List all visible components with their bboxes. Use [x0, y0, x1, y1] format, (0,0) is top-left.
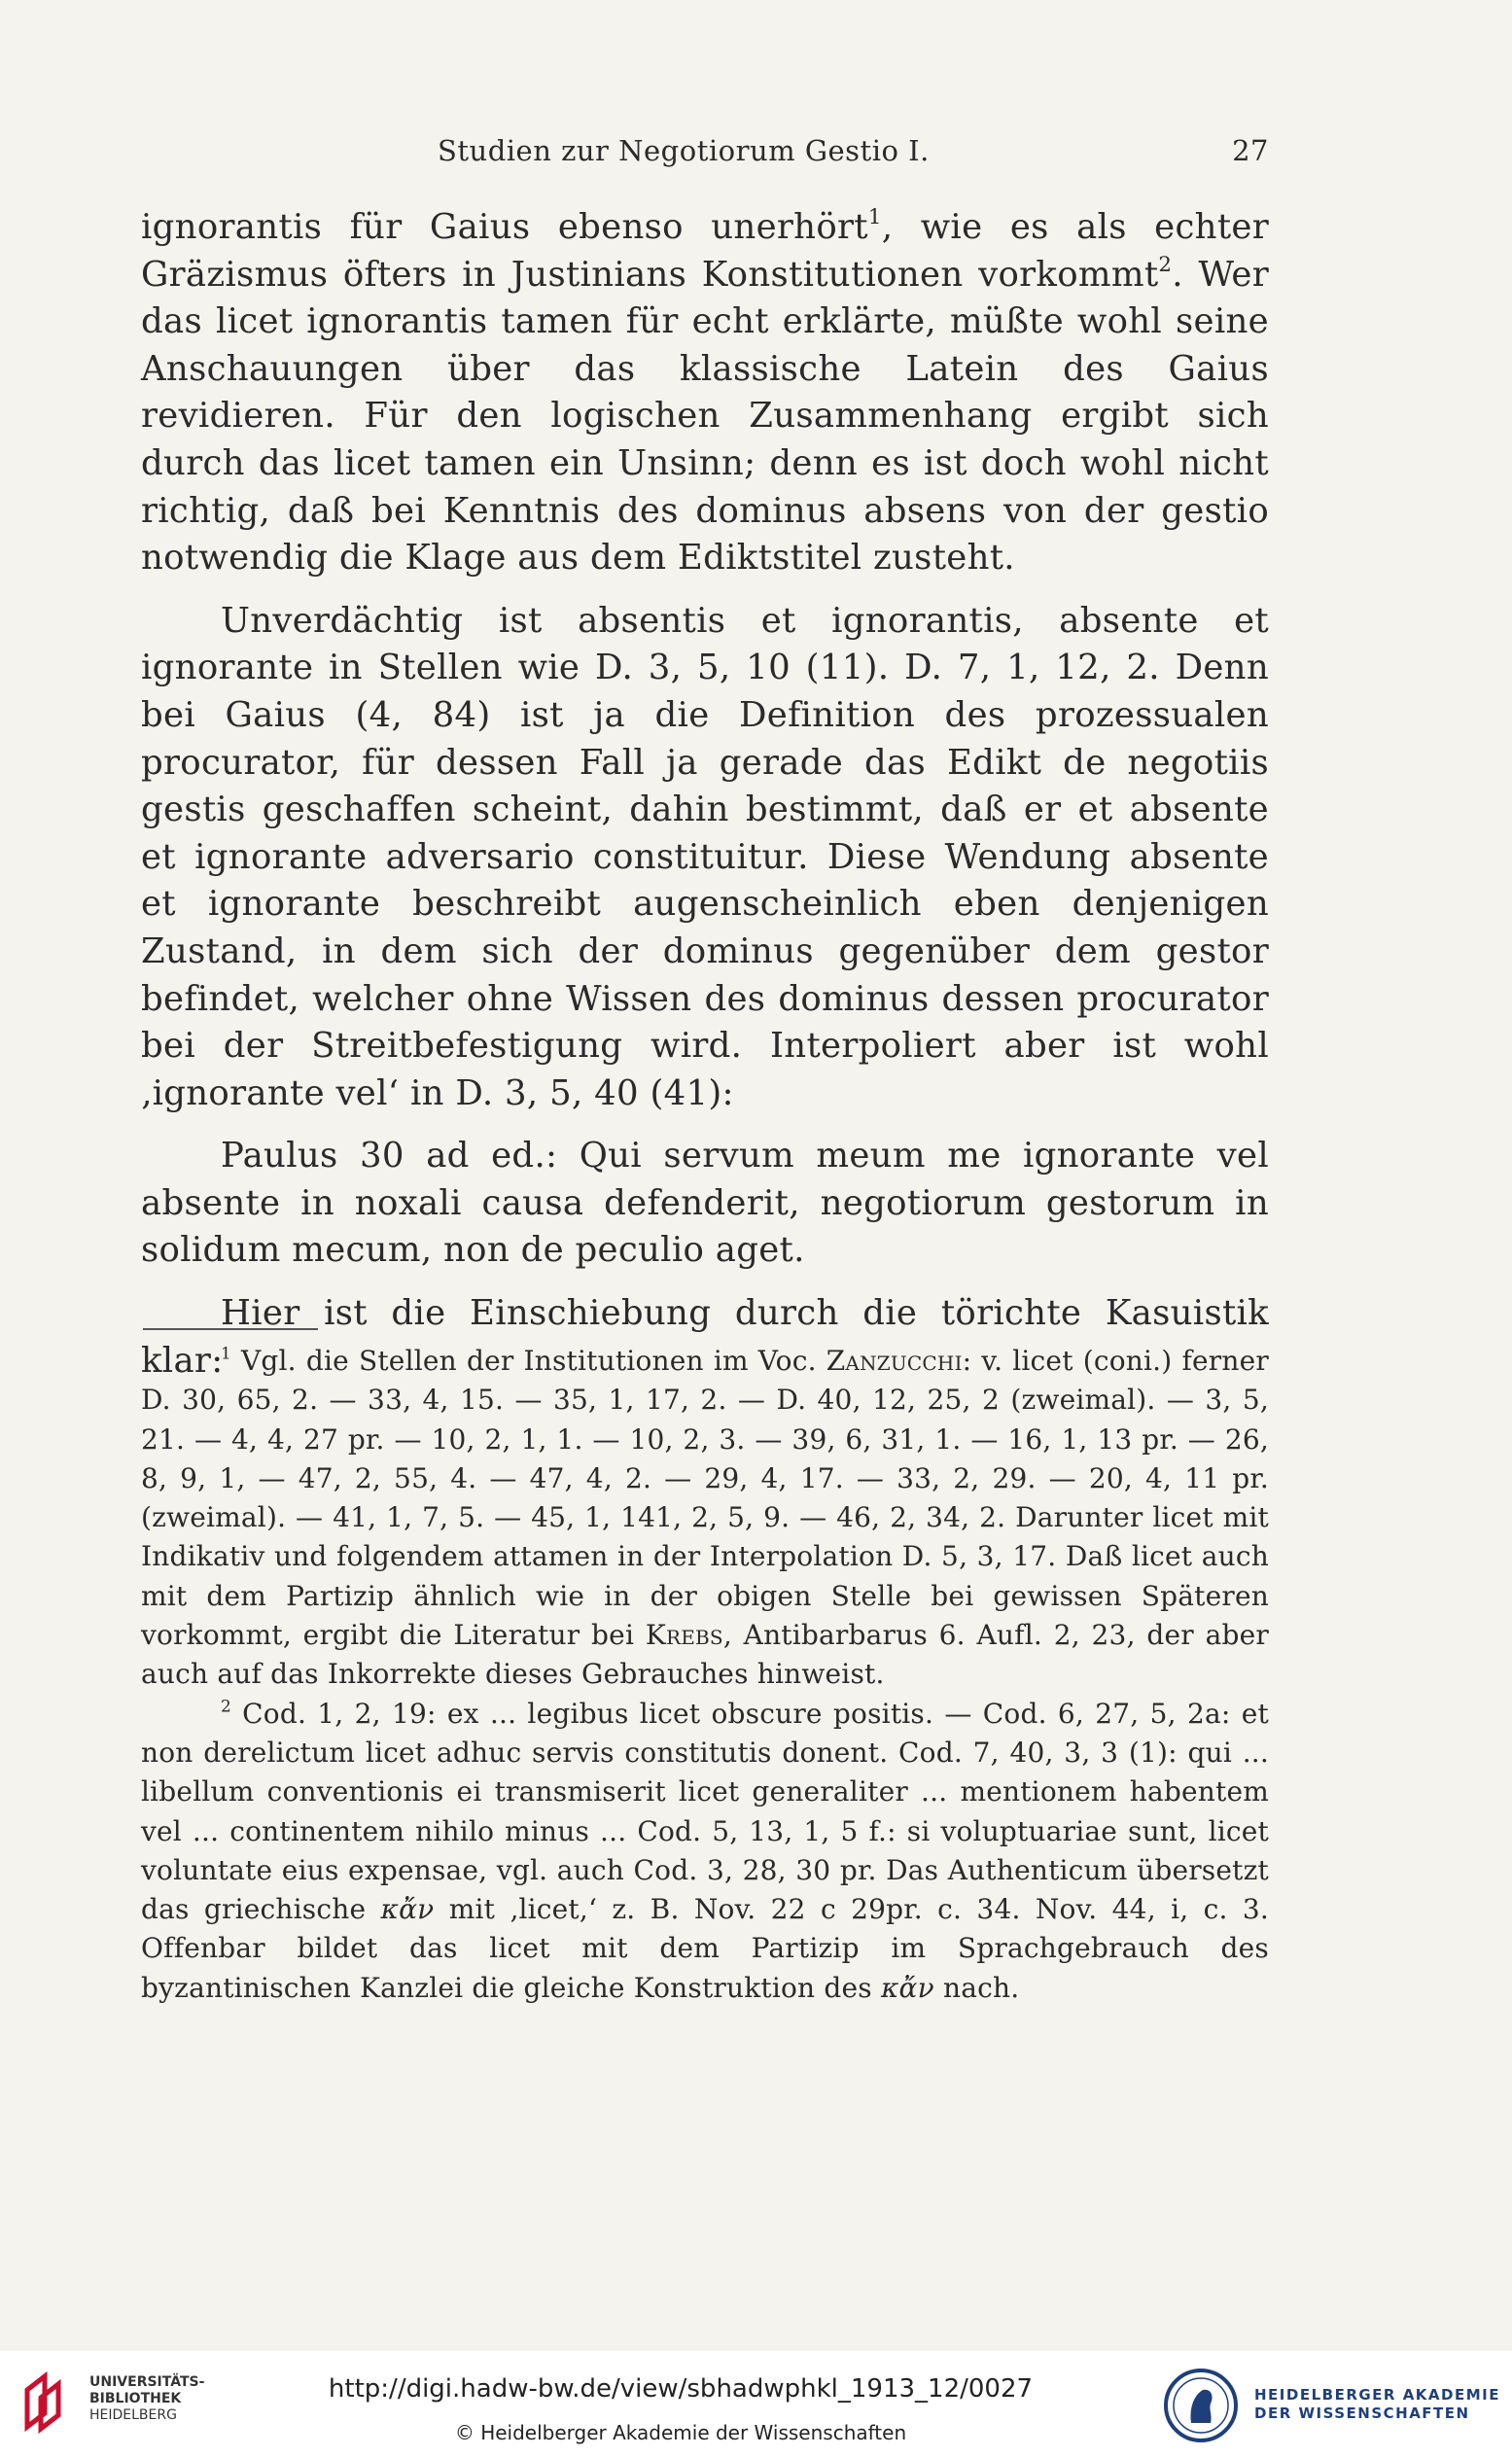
footnote-divider [143, 1328, 318, 1330]
page-number: 27 [1232, 134, 1269, 167]
hadw-seal-icon[interactable] [1162, 2367, 1240, 2444]
running-header [141, 134, 1269, 173]
footnote-marker: 2 [221, 1695, 231, 1715]
text-run: ignorantis für Gaius ebenso unerhört [141, 207, 868, 247]
text-run: . Wer das licet ignorantis tamen für echt erklärte, müßte wohl seine Anschauungen über das klassische Latein des Gaius revidieren. Für den logischen Zusammenhang ergibt sich durch das licet tamen ein Unsinn; denn es ist doch wohl nicht richtig, daß bei Kenntnis des dominus absens von der gestio notwendig die Klage aus dem Ediktstitel zusteht. [141, 254, 1269, 579]
greek-word: κἄν [380, 1893, 435, 1926]
hadw-line: DER WISSENSCHAFTEN [1254, 2404, 1470, 2422]
hadw-line: HEIDELBERGER AKADEMIE [1254, 2386, 1500, 2404]
text-run: Vgl. die Stellen der Institutionen im Voc. [240, 1345, 826, 1377]
text-run: : v. licet (coni.) ferner D. 30, 65, 2. — 33, 4, 15. — 35, 1, 17, 2. — D. 40, 12, 25, 2 (zweimal). — 3, 5, 21. — 4, 4, 27 pr. — 10, 2, 1, 1. — 10, 2, 3. — 39, 6, 31, 1. — 16, 1, 13 pr. — 26, 8, 9, 1, — 47, 2, 55, 4. — 47, 4, 2. — 29, 4, 17. — 33, 2, 29. — 20, 4, 11 pr. (zweimal). — 41, 1, 7, 5. — 45, 1, 141, 2, 5, 9. — 46, 2, 34, 2. Darunter licet mit Indikativ und folgendem attamen in der Interpolation D. 5, 3, 17. Daß licet auch mit dem Partizip ähnlich wie in der obigen Stelle bei gewissen Späteren vorkommt, ergibt die Literatur bei [141, 1345, 1269, 1652]
text-run: Cod. 1, 2, 19: ex ... legibus licet obscure positis. — Cod. 6, 27, 5, 2a: et non derelictum licet adhuc servis constitutis donent. Cod. 7, 40, 3, 3 (1): qui ... libellum conventionis ei transmiserit licet generaliter ... mentionem habentem vel ... continentem nihilo minus ... Cod. 5, 13, 1, 5 f.: si voluptuariae sunt, licet voluntate eius expensae, vgl. auch Cod. 3, 28, 30 pr. Das Authenticum übersetzt das griechische [141, 1697, 1269, 1926]
footnote-marker: 1 [221, 1343, 231, 1363]
paragraph-4: Hier ist die Einschiebung durch die törichte Kasuistik klar: [141, 1293, 1269, 1381]
footnotes [141, 1342, 1269, 2008]
ub-line: HEIDELBERG [89, 2407, 177, 2423]
author-name: Krebs [645, 1619, 723, 1652]
footnote-ref-1[interactable]: 1 [867, 205, 882, 230]
author-name: Zanzucchi [826, 1345, 963, 1377]
paragraph-1 [141, 204, 1269, 582]
footer-bar [0, 2351, 1512, 2457]
hadw-name [1254, 2386, 1500, 2423]
footnote-ref-2[interactable]: 2 [1158, 252, 1173, 277]
ub-line: UNIVERSITÄTS- [89, 2374, 205, 2390]
footnote-2 [141, 1695, 1269, 2008]
ub-heidelberg-logo-icon[interactable] [18, 2369, 86, 2437]
ub-line: BIBLIOTHEK [89, 2391, 182, 2406]
text-run: mit ‚licet,‘ z. B. Nov. 22 c 29pr. c. 34. Nov. 44, i, c. 3. Offenbar bildet das licet mit dem Partizip im Sprachgebrauch des byzantinischen Kanzlei die gleiche Konstruktion des [141, 1893, 1269, 2004]
paragraph-2: Unverdächtig ist absentis et ignorantis, absente et ignorante in Stellen wie D. 3, 5, 10 (11). D. 7, 1, 12, 2. Denn bei Gaius (4, 84) ist ja die Definition des prozessualen procurator, für dessen Fall ja gerade das Edikt de negotiis gestis geschaffen scheint, dahin bestimmt, daß er et absente et ignorante adversario constituitur. Diese Wendung absente et ignorante beschreibt augenscheinlich eben denjenigen Zustand, in dem sich der dominus gegenüber dem gestor befindet, welcher ohne Wissen des dominus dessen procurator bei der Streitbefestigung wird. Interpoliert aber ist wohl ‚ignorante vel‘ in D. 3, 5, 40 (41): [141, 600, 1269, 1113]
footnote-1 [141, 1342, 1269, 1695]
text-run: , Antibarbarus 6. Aufl. 2, 23, der aber auch auf das Inkorrekte dieses Gebrauches hinweist. [141, 1619, 1269, 1691]
greek-word: κἄν [880, 1971, 934, 2004]
main-text [141, 204, 1269, 1400]
running-title: Studien zur Negotiorum Gestio I. [438, 134, 930, 167]
text-run: nach. [933, 1971, 1020, 2004]
ub-heidelberg-name [89, 2374, 206, 2424]
text-run: , wie es als echter Gräzismus öfters in Justinians Konstitutionen vorkommt [141, 207, 1269, 295]
copyright-notice: © Heidelberger Akademie der Wissenschaften [454, 2421, 907, 2444]
quote-paulus: Paulus 30 ad ed.: Qui servum meum me ignorante vel absente in noxali causa defenderit, negotiorum gestorum in solidum mecum, non de peculio aget. [141, 1136, 1269, 1271]
permalink-url[interactable]: http://digi.hadw-bw.de/view/sbhadwphkl_1913_12/0027 [328, 2374, 1034, 2404]
